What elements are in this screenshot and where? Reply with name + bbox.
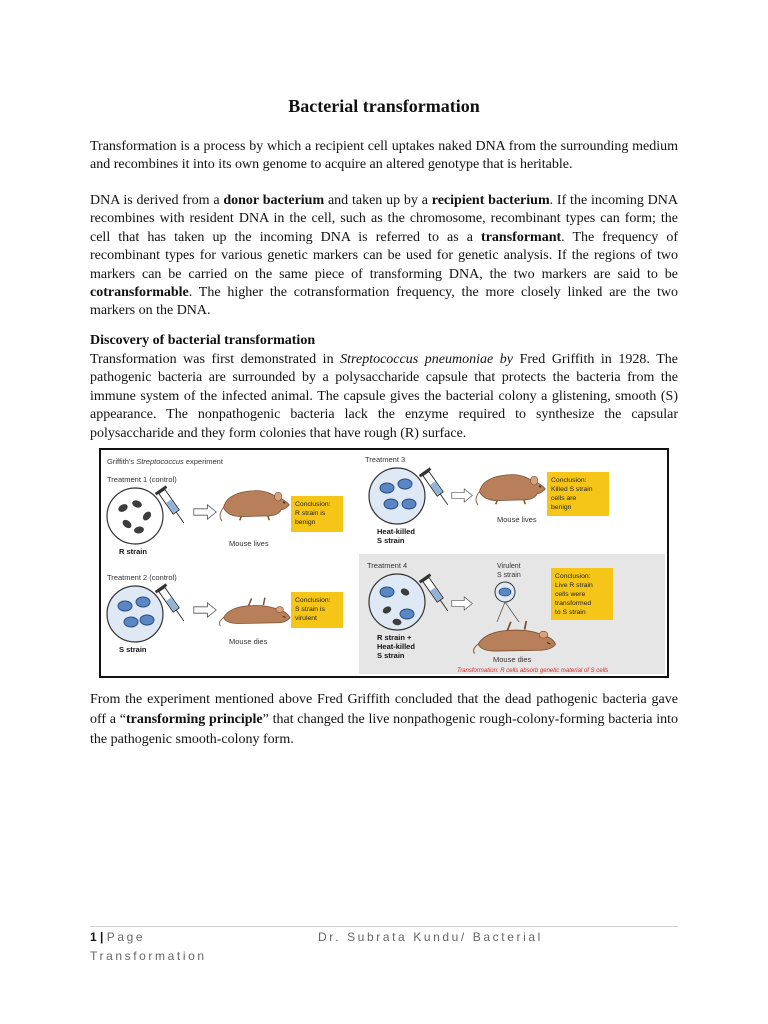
term-recipient-bacterium: recipient bacterium <box>431 193 550 208</box>
dead-mouse-icon <box>219 598 290 626</box>
treatment-4-conclusion: Conclusion: Live R strain cells were transformed to S strain <box>555 573 593 616</box>
arrow-icon <box>194 603 216 617</box>
griffith-experiment-figure <box>99 448 669 678</box>
treatment-1 <box>107 475 343 556</box>
treatment-3-label: Treatment 3 <box>365 455 406 464</box>
footer-continuation: Transformation <box>90 949 207 963</box>
treatment-2-outcome: Mouse dies <box>229 637 268 646</box>
page-number: 1 <box>90 930 97 944</box>
mouse-icon <box>220 491 289 521</box>
arrow-icon <box>194 505 216 519</box>
paragraph-conclusion <box>90 690 678 750</box>
treatment-2 <box>107 573 343 654</box>
p2-text-2: and taken up by a <box>324 193 432 208</box>
paragraph-definition: Transformation is a process by which a recipient cell uptakes naked DNA from the surrounding medium and recombines it into its own genome to acquire an altered genotype that is heritable. <box>90 139 678 173</box>
treatment-1-outcome: Mouse lives <box>229 539 269 548</box>
p3-text-1: Transformation was first demonstrated in <box>90 352 341 367</box>
figure-illustration <box>101 450 667 676</box>
footer-divider <box>90 926 678 927</box>
figure-caption: Transformation: R cells absorb genetic material of S cells <box>457 668 609 674</box>
document-title: Bacterial transformation <box>288 96 480 116</box>
r-strain-label: R strain <box>119 547 147 556</box>
treatment-1-label: Treatment 1 (control) <box>107 475 177 484</box>
s-strain-label: S strain <box>119 645 147 654</box>
p2-text-5: . The higher the cotransformation frequency, the more closely linked are the two markers on the DNA. <box>90 285 678 319</box>
mouse-icon <box>476 475 545 505</box>
heat-killed-circle <box>369 468 425 524</box>
p2-text-3: . If the incoming DNA recombines with resident DNA in the cell, such as the chromosome, recombinant types can form; the cell that has taken up the incoming DNA is referred to as a <box>90 193 678 245</box>
term-transformant: transformant <box>481 229 562 245</box>
paragraph-donor-recipient <box>90 192 678 321</box>
treatment-1-conclusion: Conclusion: R strain is benign <box>295 501 331 526</box>
treatment-4-label: Treatment 4 <box>367 561 408 570</box>
term-transforming-principle: transforming principle <box>125 712 263 727</box>
paragraph-griffith <box>90 351 678 443</box>
mixed-strain-label: R strain + Heat-killed S strain <box>377 633 415 660</box>
p2-text-1: DNA is derived from a <box>90 193 224 208</box>
heat-killed-label: Heat-killed S strain <box>377 527 415 545</box>
term-cotransformable: cotransformable <box>90 285 189 301</box>
section-heading-discovery: Discovery of bacterial transformation <box>90 333 316 348</box>
s-strain-circle <box>107 586 163 642</box>
page-separator: | <box>96 930 107 944</box>
footer-author: Dr. Subrata Kundu/ Bacterial <box>318 930 543 944</box>
arrow-icon <box>452 489 473 502</box>
page-word: Page <box>106 930 146 944</box>
r-strain-circle <box>107 488 163 544</box>
p2-text-4: . The frequency of recombinant types for various genetic markers can be used for genetic analysis. If the regions of two markers can be carried on the same piece of transforming DNA, the two markers are said to be <box>90 229 679 282</box>
p5-text-1: From the experiment mentioned above Fred Griffith concluded that the dead pathogenic bacteria gave off a “ <box>90 692 678 727</box>
treatment-3-outcome: Mouse lives <box>497 515 537 524</box>
page-footer <box>90 928 678 966</box>
species-name: Streptococcus pneumoniae by <box>340 352 513 367</box>
figure-title: Griffith's Streptococcus experiment <box>107 457 223 466</box>
term-donor-bacterium: donor bacterium <box>223 193 325 208</box>
treatment-2-conclusion: Conclusion: S strain is virulent <box>295 597 331 622</box>
treatment-2-label: Treatment 2 (control) <box>107 573 177 582</box>
treatment-3 <box>365 455 609 545</box>
p3-text-2: Fred Griffith in 1928. The pathogenic bacteria are surrounded by a polysaccharide capsule that protects the bacteria from the immune system of the infected animal. The capsule gives the bacterial colony a glistening, smooth (S) appearance. The nonpathogenic bacteria lack the enzyme required to synthesize the capsular polysaccharide and they form colonies that have rough (R) surface. <box>90 352 678 441</box>
treatment-4-outcome: Mouse dies <box>493 655 532 664</box>
virulent-strain-label: Virulent S strain <box>497 563 521 579</box>
p5-text-2: ” that changed the live nonpathogenic rough-colony-forming bacteria into the pathogenic smooth-colony form. <box>90 712 679 747</box>
treatment-3-conclusion: Conclusion: Killed S strain cells are benign <box>551 477 593 511</box>
